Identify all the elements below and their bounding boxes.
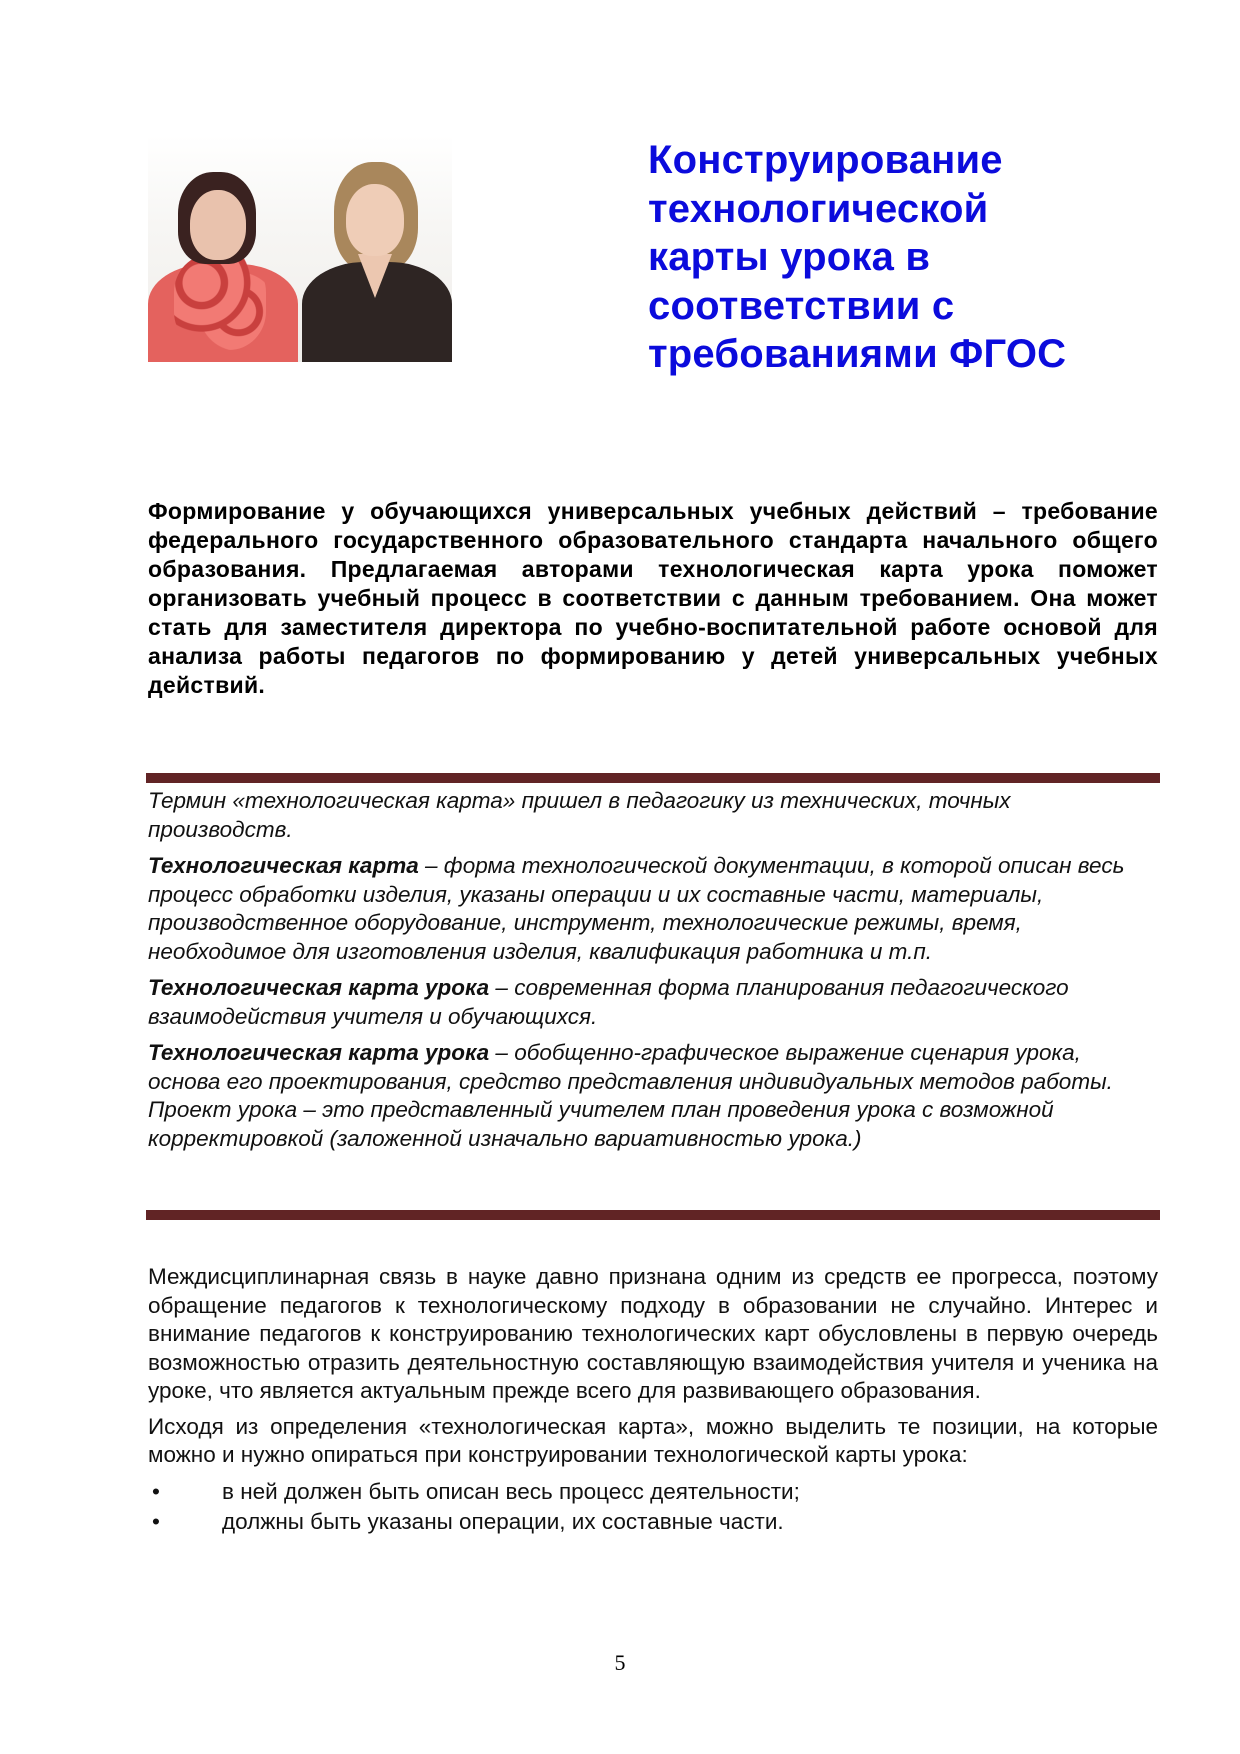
body-section	[148, 1263, 1158, 1537]
bullet-icon: •	[152, 1508, 160, 1534]
definition-item	[148, 974, 1158, 1031]
authors-photo	[148, 135, 452, 362]
definition-text: Термин «технологическая карта» пришел в педагогику из технических, точных производств.	[148, 788, 1011, 842]
title-line: соответствии с	[648, 283, 955, 328]
face-shape	[190, 190, 246, 260]
definition-term: Технологическая карта урока	[148, 1040, 490, 1065]
bullet-item	[148, 1507, 1158, 1537]
definition-item	[148, 852, 1158, 966]
face-shape	[346, 184, 404, 256]
title-line: требованиями ФГОС	[648, 332, 1067, 376]
bullet-text: должны быть указаны операции, их составные части.	[222, 1508, 784, 1534]
definition-term: Технологическая карта урока	[148, 975, 490, 1000]
article-title	[648, 136, 1148, 379]
author-right-figure	[298, 162, 452, 362]
body-paragraph: Междисциплинарная связь в науке давно признана одним из средств ее прогресса, поэтому обращение педагогов к технологическому подходу в образовании не случайно. Интерес и внимание педагогов к конструированию технологических карт обусловлены в первую очередь возможностью отразить деятельностную составляющую взаимодействия учителя и ученика на уроке, что является актуальным прежде всего для развивающего образования.	[148, 1264, 1158, 1403]
bullet-text: в ней должен быть описан весь процесс деятельности;	[222, 1478, 800, 1504]
definition-text: – форма технологической документации, в которой описан весь процесс обработки изделия, указаны операции и их составные части, материалы, производственное оборудование, инструмент, технологические режимы, время, необходимое для изготовления изделия, квалификация работника и т.п.	[148, 853, 1125, 964]
bullet-list	[148, 1477, 1158, 1537]
divider-bottom	[146, 1210, 1160, 1220]
divider-top	[146, 773, 1160, 783]
definition-text: – современная форма планирования педагогического взаимодействия учителя и обучающихся.	[148, 975, 1069, 1029]
definition-intro	[148, 787, 1158, 844]
author-left-figure	[148, 172, 298, 362]
ruffle-collar-shape	[174, 254, 266, 350]
bullet-icon: •	[152, 1478, 160, 1504]
body-paragraph: Исходя из определения «технологическая карта», можно выделить те позиции, на которые можно и нужно опираться при конструировании технологической карты урока:	[148, 1413, 1158, 1467]
page-number: 5	[614, 1650, 626, 1675]
title-line: технологической	[648, 186, 989, 231]
definitions-block	[148, 787, 1158, 1161]
title-line: карты урока в	[648, 235, 931, 279]
definition-term: Технологическая карта	[148, 853, 419, 878]
lead-paragraph: Формирование у обучающихся универсальных учебных действий – требование федерального государственного образовательного стандарта начального общего образования. Предлагаемая авторами технологическая карта урока поможет организовать учебный процесс в соответствии с данным требованием. Она может стать для заместителя директора по учебно-воспитательной работе основой для анализа работы педагогов по формированию у детей универсальных учебных действий.	[148, 498, 1158, 698]
definition-text: – обобщенно-графическое выражение сценария урока, основа его проектирования, средство представления индивидуальных методов работы. Проект урока – это представленный учителем план проведения урока с возможной корректировкой (заложенной изначально вариативностью урока.)	[148, 1040, 1113, 1151]
definition-item	[148, 1039, 1158, 1153]
bullet-item	[148, 1477, 1158, 1507]
title-line: Конструирование	[648, 138, 1003, 182]
